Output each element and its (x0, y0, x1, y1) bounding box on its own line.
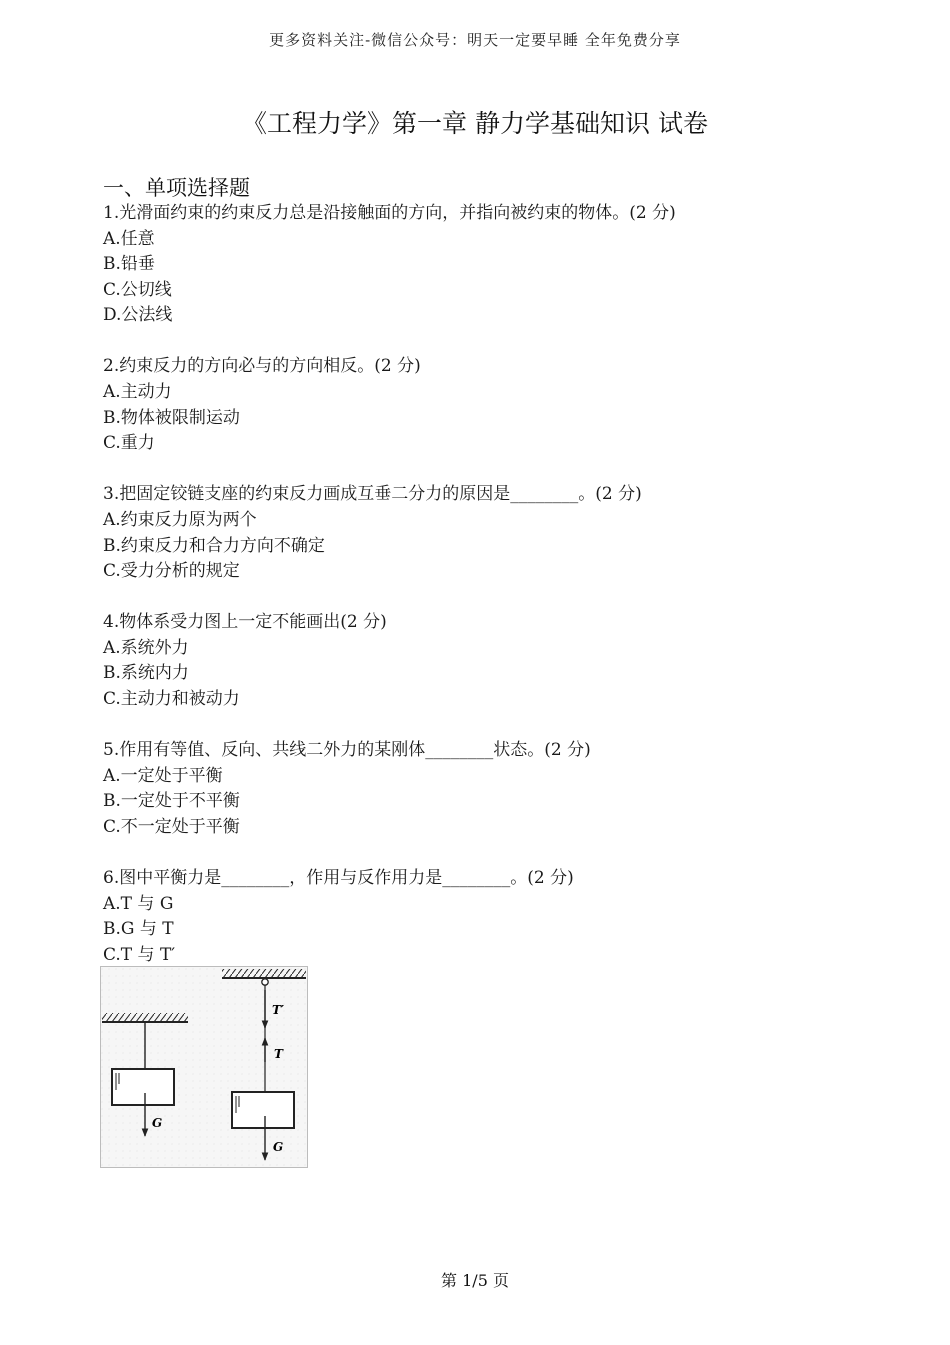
section-title: 一、单项选择题 (103, 176, 250, 200)
question-stem: 3.把固定铰链支座的约束反力画成互垂二分力的原因是________。(2 分) (103, 484, 642, 505)
option-c: C.不一定处于平衡 (103, 816, 240, 837)
left-block (112, 1069, 174, 1105)
figure-frame (101, 967, 308, 1168)
question-2 (103, 354, 863, 456)
option-a: A.系统外力 (103, 637, 189, 658)
left-ceiling-hatch (102, 1013, 188, 1022)
page-header: 更多资料关注-微信公众号：明天一定要早睡 全年免费分享 (269, 31, 681, 49)
option-b: B.物体被限制运动 (103, 407, 240, 428)
question-6 (103, 866, 863, 968)
question-stem: 5.作用有等值、反向、共线二外力的某刚体________状态。(2 分) (103, 740, 591, 761)
right-block (232, 1092, 294, 1128)
question-4 (103, 610, 863, 712)
option-a: A.T 与 G (103, 893, 174, 914)
upper-hinge (262, 979, 268, 985)
option-b: B.铅垂 (103, 254, 155, 275)
option-a: A.约束反力原为两个 (103, 509, 257, 530)
option-a: A.一定处于平衡 (103, 765, 223, 786)
option-c: C.主动力和被动力 (103, 689, 240, 709)
option-c: C.T 与 T′ (103, 944, 176, 965)
option-b: B.约束反力和合力方向不确定 (103, 535, 325, 556)
page-title: 《工程力学》第一章 静力学基础知识 试卷 (242, 109, 708, 138)
force-diagram-figure (100, 966, 308, 1168)
option-c: C.重力 (103, 433, 155, 454)
question-stem: 4.物体系受力图上一定不能画出(2 分) (103, 612, 387, 633)
t-label: T (274, 1047, 283, 1061)
question-stem: 6.图中平衡力是________，作用与反作用力是________。(2 分) (103, 867, 574, 888)
option-b: B.系统内力 (103, 663, 189, 684)
option-a: A.任意 (103, 228, 155, 249)
t-prime-label: T′ (272, 1003, 285, 1017)
right-g-label: G (273, 1140, 284, 1154)
option-b: B.G 与 T (103, 919, 174, 940)
question-list (103, 201, 863, 994)
right-ceiling-hatch (222, 969, 306, 978)
question-stem: 2.约束反力的方向必与的方向相反。(2 分) (103, 356, 421, 377)
option-b: B.一定处于不平衡 (103, 791, 240, 812)
option-c: C.公切线 (103, 279, 172, 300)
left-g-label: G (152, 1116, 163, 1130)
question-stem: 1.光滑面约束的约束反力总是沿接触面的方向，并指向被约束的物体。(2 分) (103, 203, 676, 223)
page-number: 第 1/5 页 (441, 1271, 509, 1290)
force-diagram (100, 966, 308, 1168)
question-3 (103, 482, 863, 584)
option-a: A.主动力 (103, 382, 172, 403)
option-d: D.公法线 (103, 305, 173, 326)
option-c: C.受力分析的规定 (103, 561, 240, 582)
question-1 (103, 201, 863, 329)
question-5 (103, 738, 863, 840)
